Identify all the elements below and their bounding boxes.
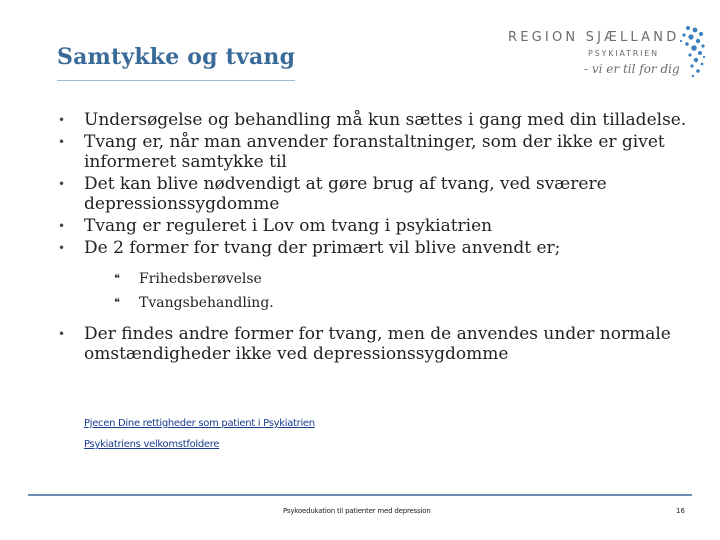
bullet-item: • Det kan blive nødvendigt at gøre brug af tvang, ved sværere depressionssygdomme <box>58 174 607 214</box>
bullet-item: • Der findes andre former for tvang, men de anvendes under normale omstændigheder ikke ved depressionssygdomme <box>58 324 671 364</box>
sub-bullet-marker-icon: ❝ <box>114 296 120 309</box>
logo-tagline: - vi er til for dig <box>584 62 680 76</box>
bullet-item: • Tvang er, når man anvender foranstaltninger, som der ikke er givet informeret samtykke til <box>58 132 665 172</box>
bullet-item: • Tvang er reguleret i Lov om tvang i psykiatrien <box>58 216 493 236</box>
footer-text: Psykoedukation til patienter med depression <box>283 507 431 515</box>
logo-region-text: REGION SJÆLLAND <box>508 30 680 45</box>
slide-title: Samtykke og tvang <box>57 44 296 70</box>
link-rettigheder[interactable]: Pjecen Dine rettigheder som patient i Psykiatrien <box>84 418 315 429</box>
bullet-dot-icon: • <box>58 327 66 341</box>
region-sjaelland-logo <box>508 24 718 90</box>
footer-divider <box>28 494 692 496</box>
links-block <box>84 418 315 460</box>
sub-bullet-marker-icon: ❝ <box>114 272 120 285</box>
page-number: 16 <box>676 507 685 515</box>
bullet-dot-icon: • <box>58 241 66 255</box>
sub-bullet-list <box>84 267 704 315</box>
bullet-dot-icon: • <box>58 113 66 127</box>
bullet-item: • De 2 former for tvang der primært vil blive anvendt er; ❝ Frihedsberøvelse ❝ Tvangsbehandling. <box>54 238 704 315</box>
bullet-dot-icon: • <box>58 135 66 149</box>
link-velkomstfoldere[interactable]: Psykiatriens velkomstfoldere <box>84 439 220 450</box>
bullet-dot-icon: • <box>58 177 66 191</box>
logo-dots-icon <box>666 24 706 86</box>
title-underline <box>57 80 295 81</box>
bullet-item: • Undersøgelse og behandling må kun sættes i gang med din tilladelse. <box>58 110 687 130</box>
bullet-dot-icon: • <box>58 219 66 233</box>
sub-bullet-item: ❝ Frihedsberøvelse <box>84 267 704 291</box>
sub-bullet-item: ❝ Tvangsbehandling. <box>84 291 704 315</box>
bullet-list <box>54 110 704 364</box>
logo-sub-text: PSYKIATRIEN <box>588 49 659 58</box>
